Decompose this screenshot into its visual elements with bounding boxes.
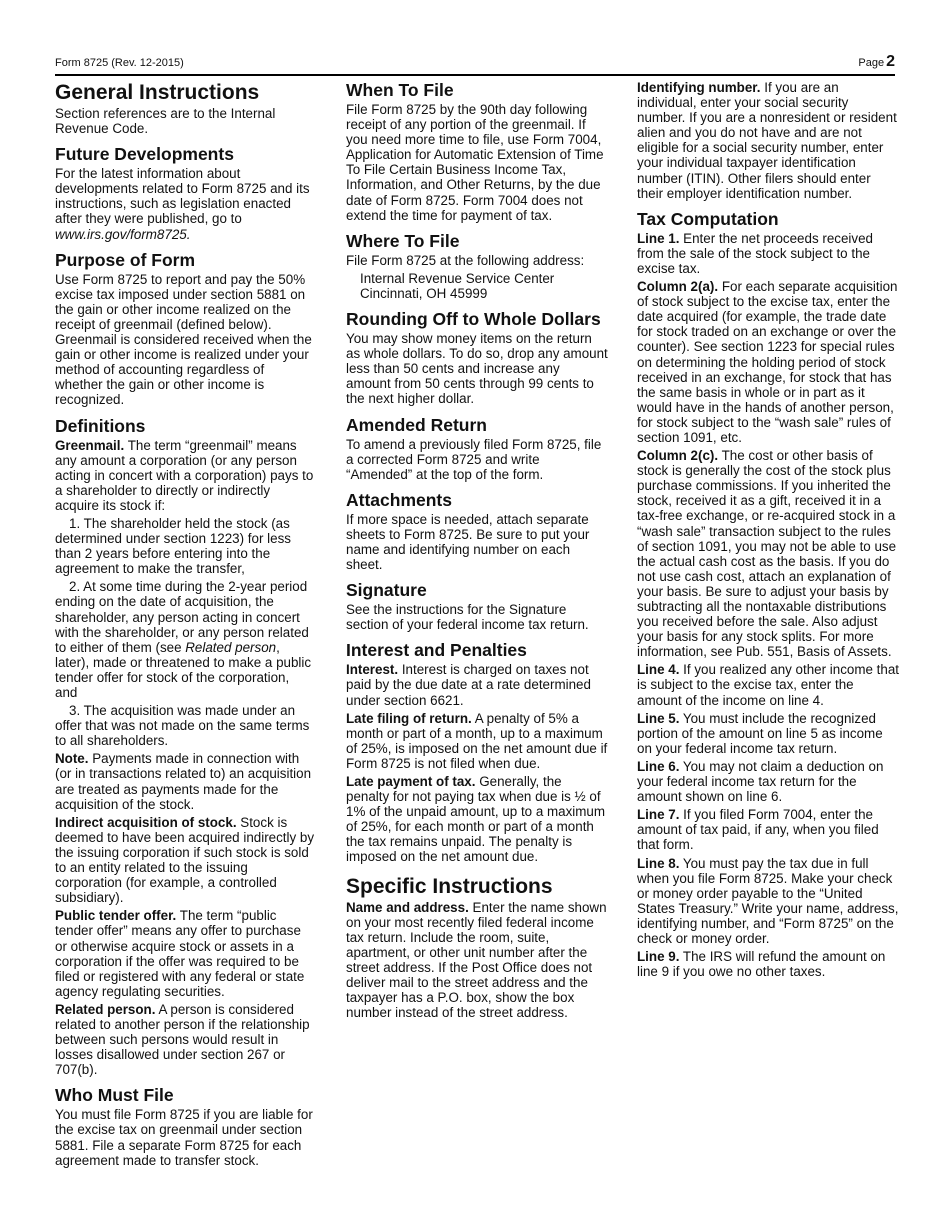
column-2a-paragraph (637, 279, 899, 445)
interest-term: Interest. (346, 662, 399, 678)
column-2a-text: For each separate acquisition of stock subject to the excise tax, enter the date acquired (for example, the trade date for stock traded on an exchange or over the counter). See section 1223 for special rules on determining the holding period of stock received in an exchange, for stock that has the same basis in whole or in part as it would have in the hands of another person, for stock subject to the “wash sale” rules of section 1091, etc. (637, 279, 898, 445)
when-to-file-heading: When To File (346, 80, 454, 100)
late-filing-text: A penalty of 5% a month or part of a month, up to a maximum of 25%, is imposed on the net amount due if Form 8725 is not filed when due. (346, 710, 608, 771)
page-header (55, 52, 895, 76)
address-line-2: Cincinnati, OH 45999 (360, 285, 488, 301)
future-developments-heading: Future Developments (55, 144, 234, 165)
line-9-term: Line 9. (637, 949, 680, 965)
line-8-text: You must pay the tax due in full when you file Form 8725. Make your check or money order payable to the “United States Treasury.” Write your name, address, identifying number, and “Form 8725” on the check or money order. (637, 855, 899, 946)
identifying-number-term: Identifying number. (637, 80, 761, 95)
purpose-of-form-heading: Purpose of Form (55, 249, 196, 270)
line-7-text: If you filed Form 7004, enter the amount of tax paid, if any, when you filed that form. (637, 807, 879, 853)
irs-form-link[interactable]: www.irs.gov/form8725. (55, 226, 191, 242)
line-1-term: Line 1. (637, 230, 680, 246)
late-filing-paragraph (346, 711, 608, 771)
future-developments-text (55, 166, 315, 241)
interest-text: Interest is charged on taxes not paid by the due date at a rate determined under section 6621. (346, 662, 591, 708)
who-must-file-heading: Who Must File (55, 1085, 174, 1106)
who-must-file-text: You must file Form 8725 if you are liable for the excise tax on greenmail under section 5881. File a separate Form 8725 for each agreement made to transfer stock. (55, 1107, 313, 1168)
condition-item-2-b: , later), made or threatened to make a public tender offer for stock of the corporation, and (55, 639, 312, 700)
name-address-term: Name and address. (346, 899, 469, 915)
column-2 (346, 80, 608, 1023)
note-text: Payments made in connection with (or in transactions related to) an acquisition are treated as payments made for the acquisition of the stock. (55, 751, 312, 812)
line-5-paragraph (637, 711, 899, 756)
amended-return-text: To amend a previously filed Form 8725, file a corrected Form 8725 and write “Amended” at the top of the form. (346, 436, 602, 482)
name-address-paragraph (346, 900, 608, 1021)
line-5-term: Line 5. (637, 710, 680, 726)
line-7-paragraph (637, 807, 899, 852)
line-7-term: Line 7. (637, 807, 680, 823)
tax-computation-heading: Tax Computation (637, 208, 779, 229)
condition-item-3: 3. The acquisition was made under an offer that was not made on the same terms to all shareholders. (55, 703, 310, 749)
general-instructions-text: Section references are to the Internal Revenue Code. (55, 106, 276, 137)
name-address-text: Enter the name shown on your most recently filed federal income tax return. Include the room, suite, apartment, or other unit number after the street address. If the Post Office does not deliver mail to the street address and the taxpayer has a P.O. box, show the box number instead of the street address. (346, 899, 607, 1021)
line-5-text: You must include the recognized portion of the amount on line 5 as income on your federal income tax return. (637, 710, 883, 756)
line-4-paragraph (637, 662, 899, 707)
column-3 (637, 80, 899, 982)
condition-item-1: 1. The shareholder held the stock (as determined under section 1223) for less than 2 years before entering into the agreement to make the transfer, (55, 515, 291, 577)
late-payment-text: Generally, the penalty for not paying tax when due is ½ of 1% of the unpaid amount, up to a maximum of 25%, for each month or part of a month the tax remains unpaid. The penalty is imposed on the net amount due. (346, 774, 606, 865)
form-reference: Form 8725 (Rev. 12-2015) (55, 57, 184, 69)
related-person-text: A person is considered related to another person if the relationship between such persons would result in losses disallowed under section 267 or 707(b). (55, 1001, 310, 1078)
line-9-text: The IRS will refund the amount on line 9 if you owe no other taxes. (637, 949, 886, 980)
indirect-acquisition-paragraph (55, 815, 315, 906)
attachments-text: If more space is needed, attach separate sheets to Form 8725. Be sure to put your name and identifying number on each sheet. (346, 511, 590, 573)
late-payment-paragraph (346, 774, 608, 865)
mailing-address (346, 271, 608, 301)
rounding-heading: Rounding Off to Whole Dollars (346, 309, 601, 330)
identifying-number-text: If you are an individual, enter your social security number. If you are a nonresident or resident alien and you do not have and are not eligible for a social security number, enter your individual taxpayer identification number (ITIN). Other filers should enter their employer identification number. (637, 80, 897, 201)
line-1-text: Enter the net proceeds received from the sale of the stock subject to the excise tax. (637, 230, 873, 276)
column-2c-paragraph (637, 448, 899, 659)
line-6-term: Line 6. (637, 758, 680, 774)
purpose-of-form-text: Use Form 8725 to report and pay the 50% excise tax imposed under section 5881 on the gain or other income realized on the receipt of greenmail (defined below). Greenmail is considered received when the gain or other income is realized under your method of accounting regardless of whether the gain or other income is recognized. (55, 271, 312, 408)
note-term: Note. (55, 751, 89, 767)
late-payment-term: Late payment of tax. (346, 774, 476, 789)
column-1 (55, 80, 315, 1171)
line-4-term: Line 4. (637, 662, 680, 678)
greenmail-text: The term “greenmail” means any amount a corporation (or any person acting in concert with a corporation) pays to a shareholder to directly or indirectly acquire its stock if: (55, 437, 314, 513)
greenmail-term: Greenmail. (55, 437, 125, 453)
when-to-file-text: File Form 8725 by the 90th day following receipt of any portion of the greenmail. If you need more time to file, use Form 7004, Application for Automatic Extension of Time To File Certain Business Income Tax, Information, and Other Returns, by the due date of Form 8725. Form 7004 does not extend the time for payment of tax. (346, 102, 604, 223)
related-person-reference: Related person (185, 639, 277, 655)
line-8-term: Line 8. (637, 855, 680, 871)
page-label-text: Page (858, 57, 885, 69)
address-line-1: Internal Revenue Service Center (360, 270, 555, 286)
public-tender-offer-paragraph (55, 908, 315, 999)
line-1-paragraph (637, 231, 899, 276)
late-filing-term: Late filing of return. (346, 710, 472, 726)
column-2c-text: The cost or other basis of stock is generally the cost of the stock plus purchase commissions. If you inherited the stock, received it as a gift, received it in a tax-free exchange, or re-acquired stock in a “wash sale” transaction subject to the rules of section 1091, you may not be able to use the actual cash cost as the basis. If you do not use cash cost, attach an explanation of your basis. Be sure to adjust your basis by subtracting all the nontaxable distributions you received before the sale. Also adjust your basis for any stock splits. For more information, see Pub. 551, Basis of Assets. (637, 448, 897, 660)
condition-item-2-a: 2. At some time during the 2-year period ending on the date of acquisition, the shareholder, any person acting in concert with the shareholder, or any person related to either of them (see (55, 579, 309, 655)
column-2a-term: Column 2(a). (637, 279, 719, 295)
related-person-term: Related person. (55, 1001, 156, 1017)
line-6-text: You may not claim a deduction on your federal income tax return for the amount shown on line 6. (637, 758, 884, 805)
column-2c-term: Column 2(c). (637, 448, 719, 464)
public-tender-offer-text: The term “public tender offer” means any offer to purchase or otherwise acquire stock or assets in a corporation if the offer was required to be filed or registered with any federal or state agency regulating securities. (55, 908, 305, 999)
indirect-acquisition-text: Stock is deemed to have been acquired indirectly by the issuing corporation if such stock is sold to an entity related to the issuing corporation (for example, a controlled subsidiary). (55, 814, 315, 906)
interest-penalties-heading: Interest and Penalties (346, 640, 527, 661)
attachments-heading: Attachments (346, 489, 452, 510)
specific-instructions-heading: Specific Instructions (346, 874, 553, 898)
general-instructions-heading: General Instructions (55, 81, 260, 104)
interest-paragraph (346, 662, 608, 707)
where-to-file-text: File Form 8725 at the following address: (346, 252, 585, 268)
where-to-file-heading: Where To File (346, 230, 460, 251)
rounding-text: You may show money items on the return as whole dollars. To do so, drop any amount less than 50 cents and increase any amount from 50 cents through 99 cents to the next higher dollar. (346, 331, 608, 407)
line-6-paragraph (637, 759, 899, 804)
definitions-heading: Definitions (55, 415, 146, 436)
signature-heading: Signature (346, 580, 427, 601)
condition-item-2 (55, 579, 315, 700)
page-number: 2 (886, 53, 895, 70)
future-developments-body: For the latest information about developments related to Form 8725 and its instructions, such as legislation enacted after they were published, go to (55, 166, 310, 227)
greenmail-definition (55, 438, 315, 513)
amended-return-heading: Amended Return (346, 414, 487, 435)
note-paragraph (55, 751, 315, 811)
line-9-paragraph (637, 949, 899, 979)
page-label (858, 53, 895, 71)
related-person-paragraph (55, 1002, 315, 1077)
line-4-text: If you realized any other income that is subject to the excise tax, enter the amount of the income on line 4. (637, 662, 900, 708)
signature-text: See the instructions for the Signature section of your federal income tax return. (346, 602, 589, 633)
line-8-paragraph (637, 856, 899, 947)
indirect-acquisition-term: Indirect acquisition of stock. (55, 814, 237, 830)
identifying-number-paragraph (637, 80, 899, 201)
public-tender-offer-term: Public tender offer. (55, 908, 177, 924)
